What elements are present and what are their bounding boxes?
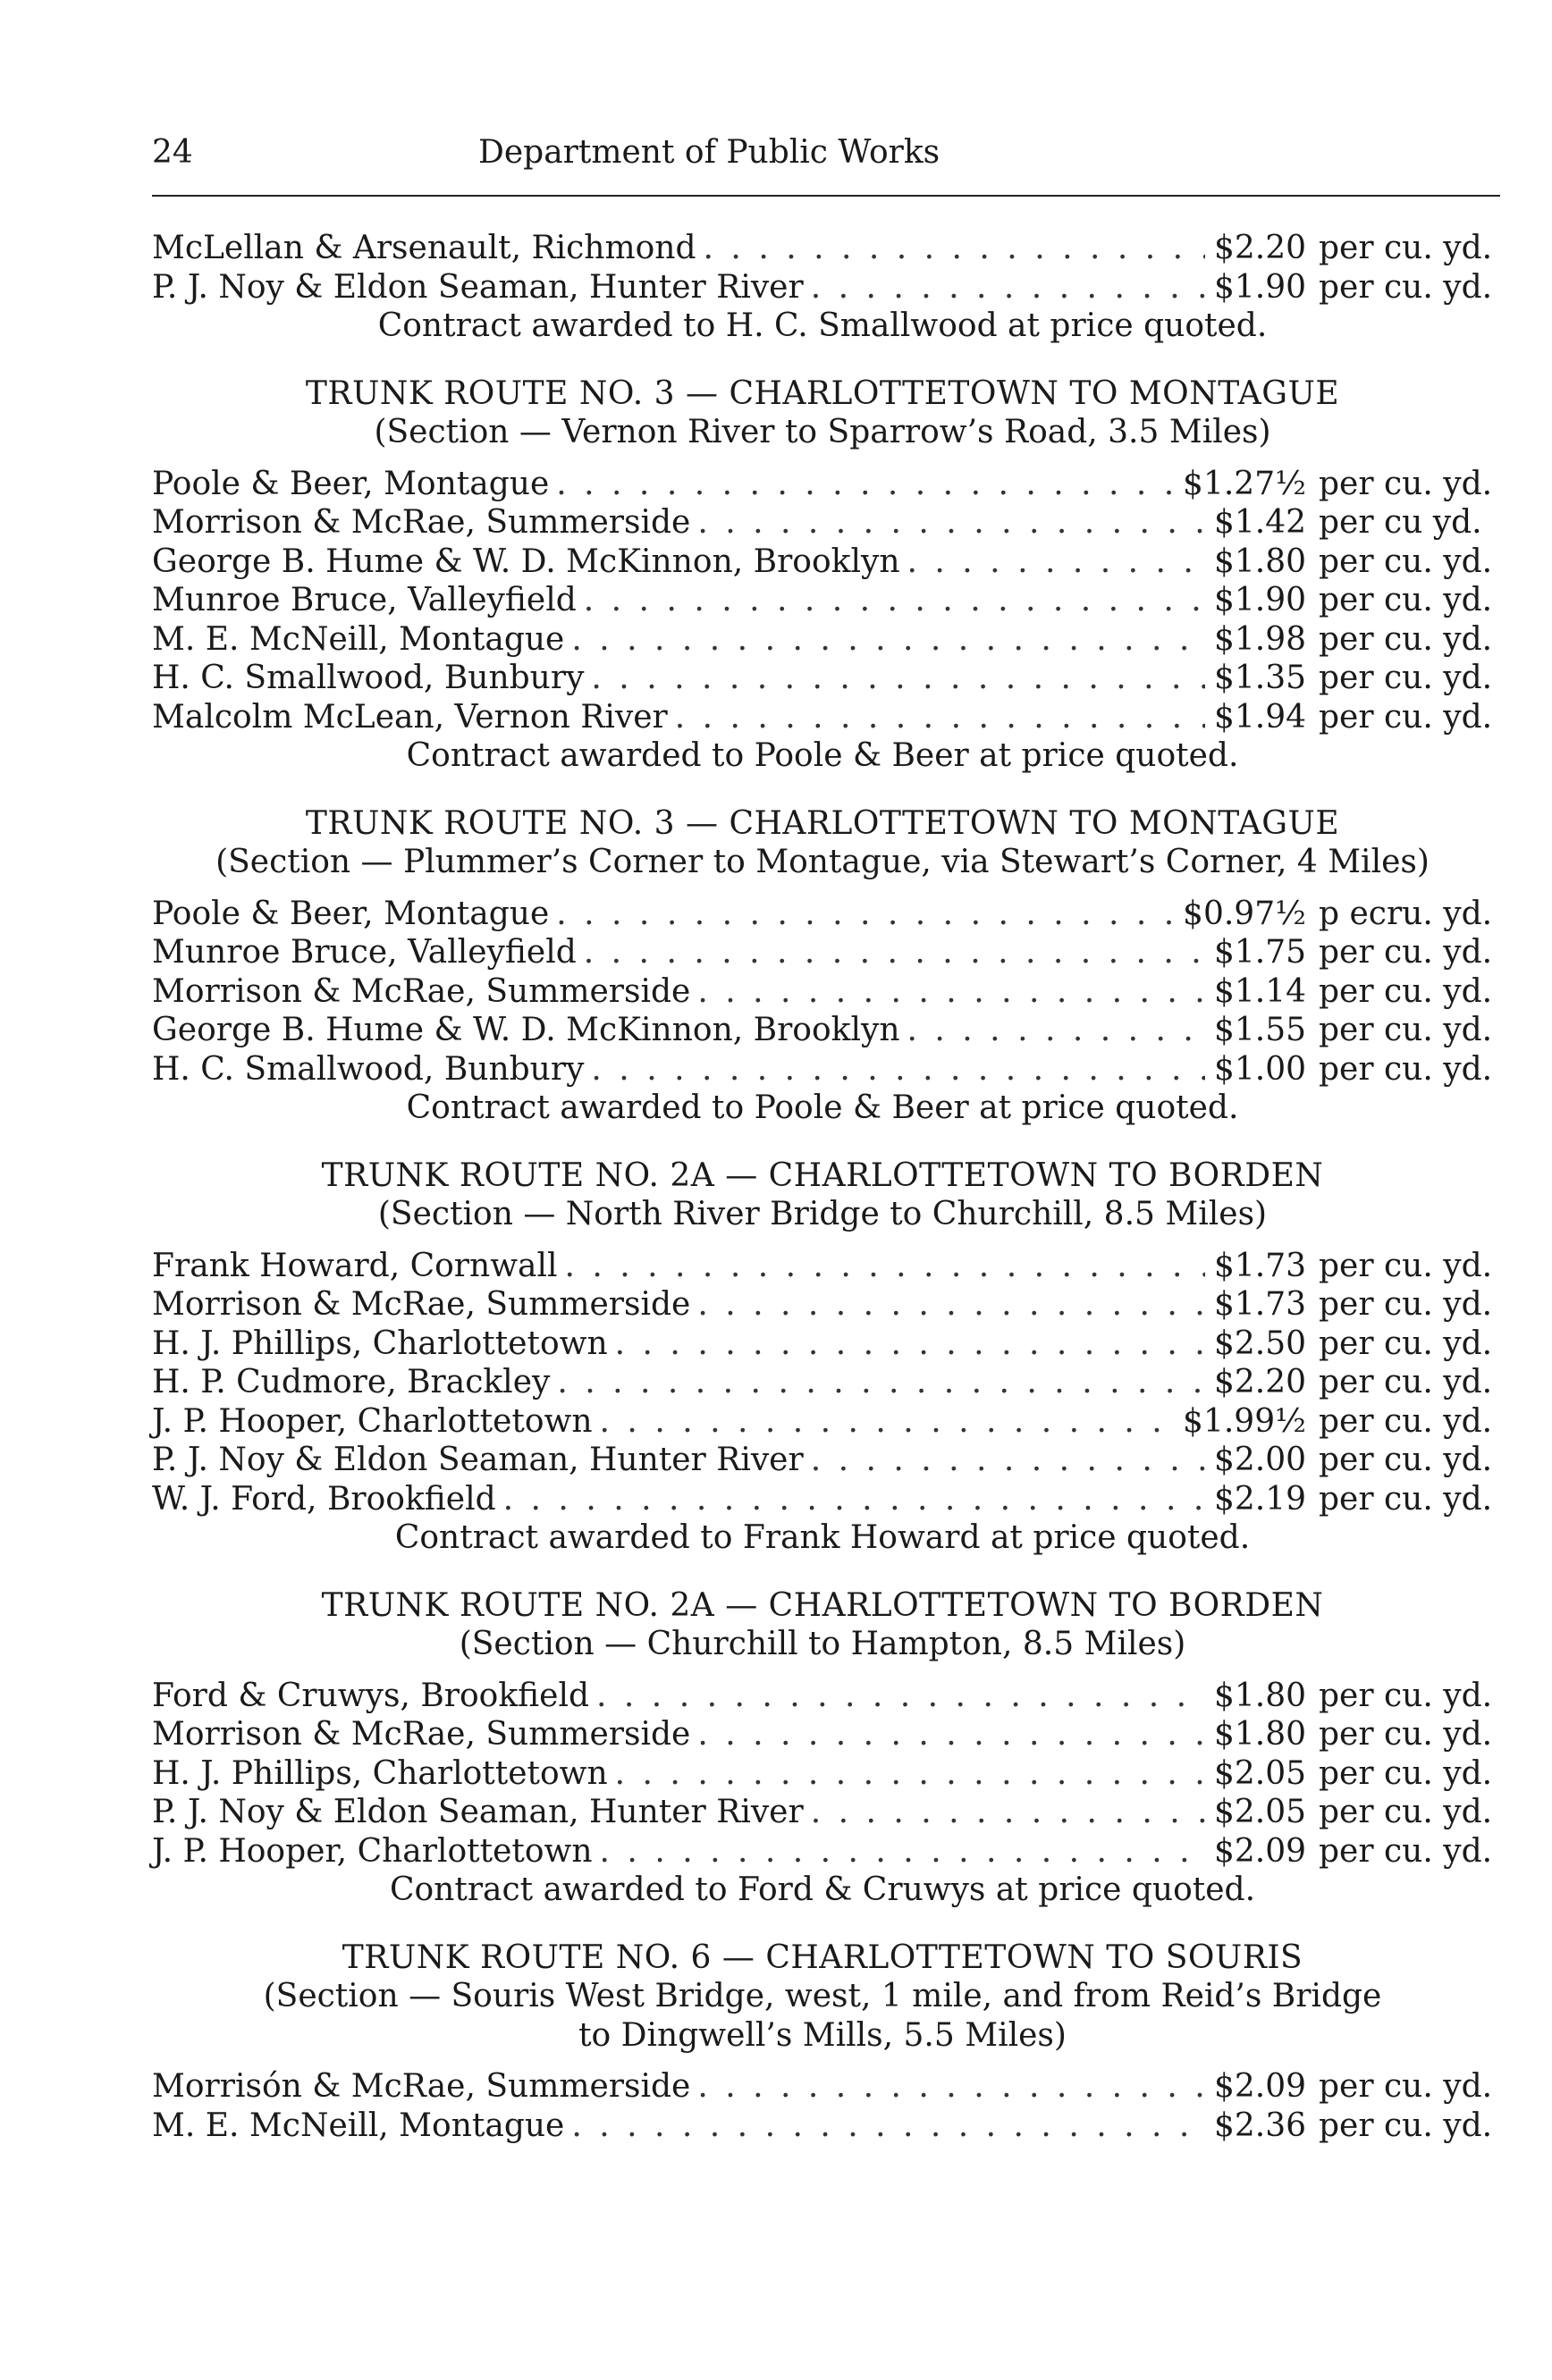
contract-award: Contract awarded to Ford & Cruwys at price quoted. [389,1871,1256,1908]
bidder-name: Munroe Bruce, Valleyfield [152,582,577,618]
bidder-name: J. P. Hooper, Charlottetown [152,1832,593,1870]
bidder-name: Morrisón & McRae, Summerside [152,2068,691,2105]
bid-unit: per cu. yd. [1319,1442,1493,1478]
bid-unit: per cu. yd. [1319,2068,1493,2105]
bid-price: $1.90 [1213,582,1306,618]
bid-price: $1.27½ [1183,465,1306,502]
bid-unit: per cu. yd. [1319,1247,1493,1284]
bidder-name: P. J. Noy & Eldon Seaman, Hunter River [152,1442,804,1478]
bid-row [152,1441,1511,1480]
bid-unit: per cu. yd. [1319,620,1493,658]
intro-bids [152,229,1511,307]
bid-row [152,895,1511,934]
route-section-subtitle: (Section — Vernon River to Sparrow’s Road, 3.5 Miles) [374,414,1271,450]
dot-leader [697,1285,1205,1325]
route-section-subtitle: (Section — Churchill to Hampton, 8.5 Miles) [459,1626,1186,1662]
bid-price: $1.73 [1213,1247,1306,1284]
header-rule [152,195,1500,197]
route-section-subtitle: (Section — Plummer’s Corner to Montague, via Stewart’s Corner, 4 Miles) [215,844,1430,880]
dot-leader [615,1325,1205,1364]
bidder-name: Munroe Bruce, Valleyfield [152,934,577,971]
bid-row [152,972,1511,1012]
bid-price: $1.80 [1213,542,1306,580]
page-body [152,229,1511,2145]
bidder-name: H. J. Phillips, Charlottetown [152,1325,608,1362]
route-title: TRUNK ROUTE NO. 3 — CHARLOTTETOWN TO MONTAGUE [305,804,1340,842]
bid-row [152,698,1511,737]
bid-row [152,1285,1511,1325]
dot-leader [591,1050,1205,1089]
bid-unit: per cu. yd. [1319,2107,1493,2144]
bidder-name: H. C. Smallwood, Bunbury [152,660,585,696]
bidder-name: M. E. McNeill, Montague [152,620,565,658]
route-title: TRUNK ROUTE NO. 2A — CHARLOTTETOWN TO BORDEN [321,1586,1324,1624]
dot-leader [697,503,1205,542]
bid-price: $2.20 [1213,1364,1306,1400]
bidder-name: H. C. Smallwood, Bunbury [152,1050,585,1088]
route-title: TRUNK ROUTE NO. 2A — CHARLOTTETOWN TO BORDEN [321,1156,1324,1194]
bid-unit: per cu. yd. [1319,972,1493,1010]
dot-leader [557,1363,1205,1402]
bidder-name: George B. Hume & W. D. McKinnon, Brooklyn [152,542,900,580]
bid-row [152,1793,1511,1832]
bid-unit: per cu. yd. [1319,582,1493,618]
bidder-name: McLellan & Arsenault, Richmond [152,230,696,266]
dot-leader [584,581,1205,620]
route-section-subtitle: (Section — North River Bridge to Churchill, 8.5 Miles) [377,1196,1268,1232]
bid-unit: per cu. yd. [1319,1677,1493,1714]
route-section [152,374,1511,776]
dot-leader [811,1793,1205,1832]
bidder-name: Malcolm McLean, Vernon River [152,698,668,736]
dot-leader [565,1247,1205,1286]
bidder-name: George B. Hume & W. D. McKinnon, Brooklyn [152,1012,900,1048]
route-section [152,1938,1511,2146]
bid-row [152,1325,1511,1364]
bid-price: $2.50 [1213,1325,1306,1362]
bidder-name: Ford & Cruwys, Brookfield [152,1677,590,1714]
bid-price: $1.80 [1213,1716,1306,1753]
dot-leader [571,2107,1205,2146]
bid-unit: per cu. yd. [1319,1754,1493,1792]
bid-row [152,1832,1511,1871]
bidder-name: Frank Howard, Cornwall [152,1247,558,1284]
dot-leader [600,1402,1175,1442]
bid-price: $2.20 [1213,230,1306,266]
bid-unit: per cu. yd. [1319,465,1493,502]
bid-unit: per cu. yd. [1319,268,1493,306]
bid-row [152,503,1511,542]
dot-leader [556,895,1174,934]
dot-leader [591,659,1205,698]
bid-unit: per cu. yd. [1319,1050,1493,1088]
bid-unit: per cu. yd. [1319,1402,1493,1440]
intro-award: Contract awarded to H. C. Smallwood at price quoted. [377,307,1268,344]
dot-leader [907,1011,1205,1050]
bid-row [152,581,1511,620]
dot-leader [811,268,1205,307]
bid-row [152,1247,1511,1286]
bid-row [152,1480,1511,1519]
document-page [152,134,1511,2145]
dot-leader [615,1754,1205,1794]
dot-leader [600,1832,1205,1871]
spacer [152,2055,1511,2067]
bidder-name: H. J. Phillips, Charlottetown [152,1754,608,1792]
dot-leader [697,972,1205,1012]
spacer [152,882,1511,895]
bid-price: $1.99½ [1183,1402,1306,1440]
dot-leader [571,620,1205,660]
bid-row [152,1050,1511,1089]
bid-unit: per cu. yd. [1319,1480,1493,1518]
bid-price: $2.19 [1213,1480,1306,1518]
bid-price: $2.00 [1213,1442,1306,1478]
route-title: TRUNK ROUTE NO. 3 — CHARLOTTETOWN TO MONTAGUE [305,374,1340,412]
route-section-subtitle: to Dingwell’s Mills, 5.5 Miles) [578,2016,1067,2054]
dot-leader [811,1441,1205,1480]
dot-leader [697,2067,1205,2107]
bidder-name: Poole & Beer, Montague [152,895,550,932]
bidder-name: Poole & Beer, Montague [152,465,550,502]
bid-row [152,1011,1511,1050]
bidder-name: H. P. Cudmore, Brackley [152,1364,551,1400]
page-number: 24 [152,134,193,171]
bid-row [152,1715,1511,1754]
bid-unit: per cu. yd. [1319,1832,1493,1870]
route-section [152,804,1511,1128]
dot-leader [596,1677,1205,1716]
route-list [152,374,1511,2146]
spacer [152,1234,1511,1247]
dot-leader [704,229,1205,268]
bidder-name: P. J. Noy & Eldon Seaman, Hunter River [152,1794,804,1830]
contract-award: Contract awarded to Poole & Beer at price quoted. [406,1089,1239,1126]
bidder-name: Morrison & McRae, Summerside [152,972,691,1010]
bid-price: $1.55 [1213,1012,1306,1048]
route-section [152,1156,1511,1558]
bid-price: $2.09 [1213,1832,1306,1870]
bid-unit: per cu. yd. [1319,698,1493,736]
bidder-name: J. P. Hooper, Charlottetown [152,1402,593,1440]
bid-unit: per cu. yd. [1319,1794,1493,1830]
bid-price: $0.97½ [1183,895,1306,932]
route-section-subtitle: (Section — Souris West Bridge, west, 1 mile, and from Reid’s Bridge [263,1978,1382,2014]
bid-row [152,659,1511,698]
bid-unit: per cu. yd. [1319,1325,1493,1362]
bid-price: $1.94 [1213,698,1306,736]
bid-unit: per cu. yd. [1319,542,1493,580]
bid-unit: per cu. yd. [1319,1286,1493,1323]
bid-price: $1.90 [1213,268,1306,306]
dot-leader [556,465,1174,504]
bid-unit: per cu. yd. [1319,230,1493,266]
bid-row [152,1402,1511,1442]
bid-price: $1.75 [1213,934,1306,971]
bid-price: $1.80 [1213,1677,1306,1714]
bid-row [152,542,1511,582]
running-title: Department of Public Works [478,134,940,171]
spacer [152,452,1511,465]
bid-row [152,229,1511,268]
bid-price: $2.36 [1213,2107,1306,2144]
dot-leader [503,1480,1205,1519]
bid-row [152,268,1511,307]
route-title: TRUNK ROUTE NO. 6 — CHARLOTTETOWN TO SOURIS [342,1938,1303,1976]
bid-price: $1.73 [1213,1286,1306,1323]
bid-price: $2.05 [1213,1794,1306,1830]
route-section [152,1586,1511,1910]
bid-row [152,1754,1511,1794]
dot-leader [584,933,1205,972]
bid-unit: per cu. yd. [1319,934,1493,971]
page-header [152,134,1511,188]
bidder-name: P. J. Noy & Eldon Seaman, Hunter River [152,268,804,306]
bid-price: $1.35 [1213,660,1306,696]
dot-leader [907,542,1205,582]
bid-unit: per cu yd. [1319,504,1482,541]
contract-award: Contract awarded to Frank Howard at price quoted. [394,1519,1251,1556]
bid-price: $2.09 [1213,2068,1306,2105]
bid-price: $1.00 [1213,1050,1306,1088]
bid-row [152,2067,1511,2107]
bid-price: $1.98 [1213,620,1306,658]
bid-unit: per cu. yd. [1319,660,1493,696]
bid-row [152,933,1511,972]
contract-award: Contract awarded to Poole & Beer at price quoted. [406,737,1239,774]
bid-row [152,465,1511,504]
bidder-name: Morrison & McRae, Summerside [152,1286,691,1323]
bidder-name: Morrison & McRae, Summerside [152,1716,691,1753]
bid-unit: per cu. yd. [1319,1716,1493,1753]
bidder-name: M. E. McNeill, Montague [152,2107,565,2144]
bidder-name: Morrison & McRae, Summerside [152,504,691,541]
spacer [152,1664,1511,1677]
bidder-name: W. J. Ford, Brookfield [152,1480,496,1518]
bid-unit: per cu. yd. [1319,1364,1493,1400]
bid-unit: per cu. yd. [1319,1012,1493,1048]
bid-price: $1.42 [1213,504,1306,541]
bid-row [152,1677,1511,1716]
bid-row [152,1363,1511,1402]
dot-leader [697,1715,1205,1754]
bid-unit: p ecru. yd. [1319,895,1493,932]
bid-price: $2.05 [1213,1754,1306,1792]
bid-row [152,2107,1511,2146]
dot-leader [675,698,1205,737]
bid-price: $1.14 [1213,972,1306,1010]
bid-row [152,620,1511,660]
